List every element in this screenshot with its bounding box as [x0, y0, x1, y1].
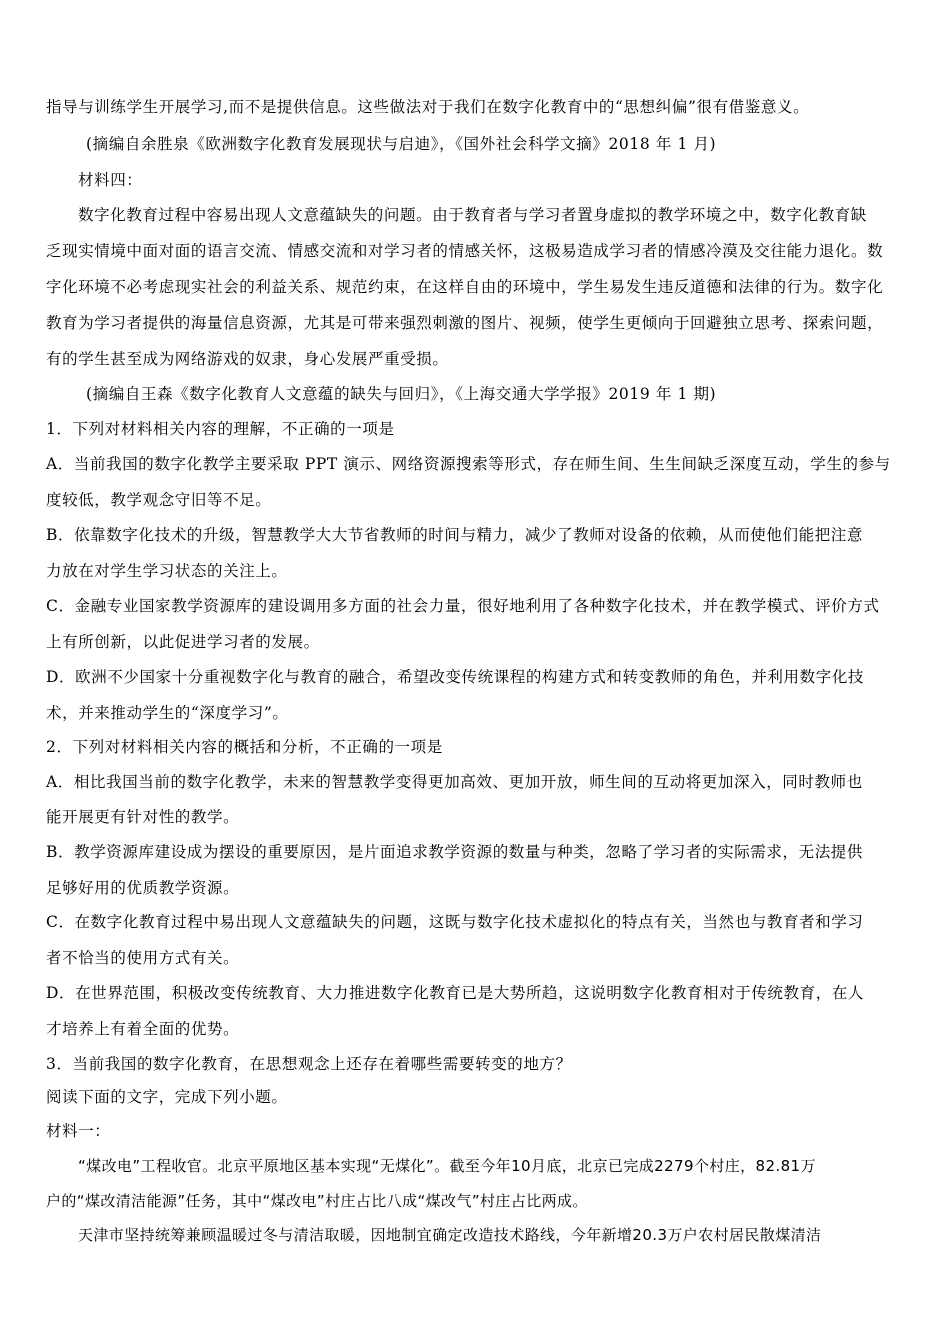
material4-line: 教育为学习者提供的海量信息资源，尤其是可带来强烈刺激的图片、视频，使学生更倾向于回避独立思考、探索问题， — [46, 314, 884, 332]
source-citation-4: (摘编自王森《数字化教育人文意蕴的缺失与回归》，《上海交通大学学报》2019 年 1 期) — [86, 385, 717, 403]
question-1-stem: 1．下列对材料相关内容的理解，不正确的一项是 — [46, 420, 395, 438]
q2-option-d-cont: 才培养上有着全面的优势。 — [46, 1020, 240, 1038]
material4-line: 有的学生甚至成为网络游戏的奴隶，身心发展严重受损。 — [46, 350, 449, 368]
q1-option-d: D．欧洲不少国家十分重视数字化与教育的融合，希望改变传统课程的构建方式和转变教师的角色，并利用数字化技 — [46, 668, 865, 686]
q2-option-c-cont: 者不恰当的使用方式有关。 — [46, 949, 240, 967]
q1-option-d-cont: 术，并来推动学生的“深度学习”。 — [46, 704, 289, 722]
q1-option-a: A．当前我国的数字化教学主要采取 PPT 演示、网络资源搜索等形式，存在师生间、生生间缺乏深度互动，学生的参与 — [46, 455, 891, 473]
q2-option-a-cont: 能开展更有针对性的教学。 — [46, 808, 240, 826]
material4-line: 乏现实情境中面对面的语言交流、情感交流和对学习者的情感关怀，这极易造成学习者的情感冷漠及交往能力退化。数 — [46, 242, 884, 260]
question-2-stem: 2．下列对材料相关内容的概括和分析，不正确的一项是 — [46, 738, 443, 756]
q1-option-c-cont: 上有所创新，以此促进学习者的发展。 — [46, 633, 320, 651]
q1-option-b-cont: 力放在对学生学习状态的关注上。 — [46, 562, 288, 580]
q1-option-a-cont: 度较低，教学观念守旧等不足。 — [46, 491, 272, 509]
q1-option-b: B．依靠数字化技术的升级，智慧教学大大节省教师的时间与精力，减少了教师对设备的依赖，从而使他们能把注意 — [46, 526, 863, 544]
material1-line: 户的“煤改清洁能源”任务，其中“煤改电”村庄占比八成“煤改气”村庄占比两成。 — [46, 1192, 588, 1210]
material4-heading: 材料四： — [78, 171, 143, 189]
material3-tail: 指导与训练学生开展学习,而不是提供信息。这些做法对于我们在数字化教育中的“思想纠偏”很有借鉴意义。 — [46, 98, 810, 116]
reading-prompt: 阅读下面的文字，完成下列小题。 — [46, 1088, 288, 1106]
material4-line: 数字化教育过程中容易出现人文意蕴缺失的问题。由于教育者与学习者置身虚拟的教学环境之中，数字化教育缺 — [78, 206, 867, 224]
q1-option-c: C．金融专业国家教学资源库的建设调用多方面的社会力量，很好地利用了各种数字化技术，并在教学模式、评价方式 — [46, 597, 880, 615]
material1-line: 天津市坚持统筹兼顾温暖过冬与清洁取暖，因地制宜确定改造技术路线，今年新增20.3万户农村居民散煤清洁 — [78, 1226, 822, 1244]
q2-option-b-cont: 足够好用的优质教学资源。 — [46, 879, 240, 897]
question-3: 3．当前我国的数字化教育，在思想观念上还存在着哪些需要转变的地方？ — [46, 1055, 572, 1073]
material1-heading: 材料一： — [46, 1122, 111, 1140]
q2-option-b: B．教学资源库建设成为摆设的重要原因，是片面追求教学资源的数量与种类，忽略了学习者的实际需求，无法提供 — [46, 843, 863, 861]
source-citation-3: (摘编自余胜泉《欧洲数字化教育发展现状与启迪》，《国外社会科学文摘》2018 年 1 月) — [86, 135, 717, 153]
material4-line: 字化环境不必考虑现实社会的利益关系、规范约束，在这样自由的环境中，学生易发生违反道德和法律的行为。数字化 — [46, 278, 884, 296]
q2-option-c: C．在数字化教育过程中易出现人文意蕴缺失的问题，这既与数字化技术虚拟化的特点有关，当然也与教育者和学习 — [46, 913, 864, 931]
material1-line: “煤改电”工程收官。北京平原地区基本实现“无煤化”。截至今年10月底，北京已完成2279个村庄，82.81万 — [78, 1157, 816, 1175]
q2-option-d: D．在世界范围，积极改变传统教育、大力推进数字化教育已是大势所趋，这说明数字化教育相对于传统教育，在人 — [46, 984, 865, 1002]
q2-option-a: A．相比我国当前的数字化教学，未来的智慧教学变得更加高效、更加开放，师生间的互动将更加深入，同时教师也 — [46, 773, 863, 791]
